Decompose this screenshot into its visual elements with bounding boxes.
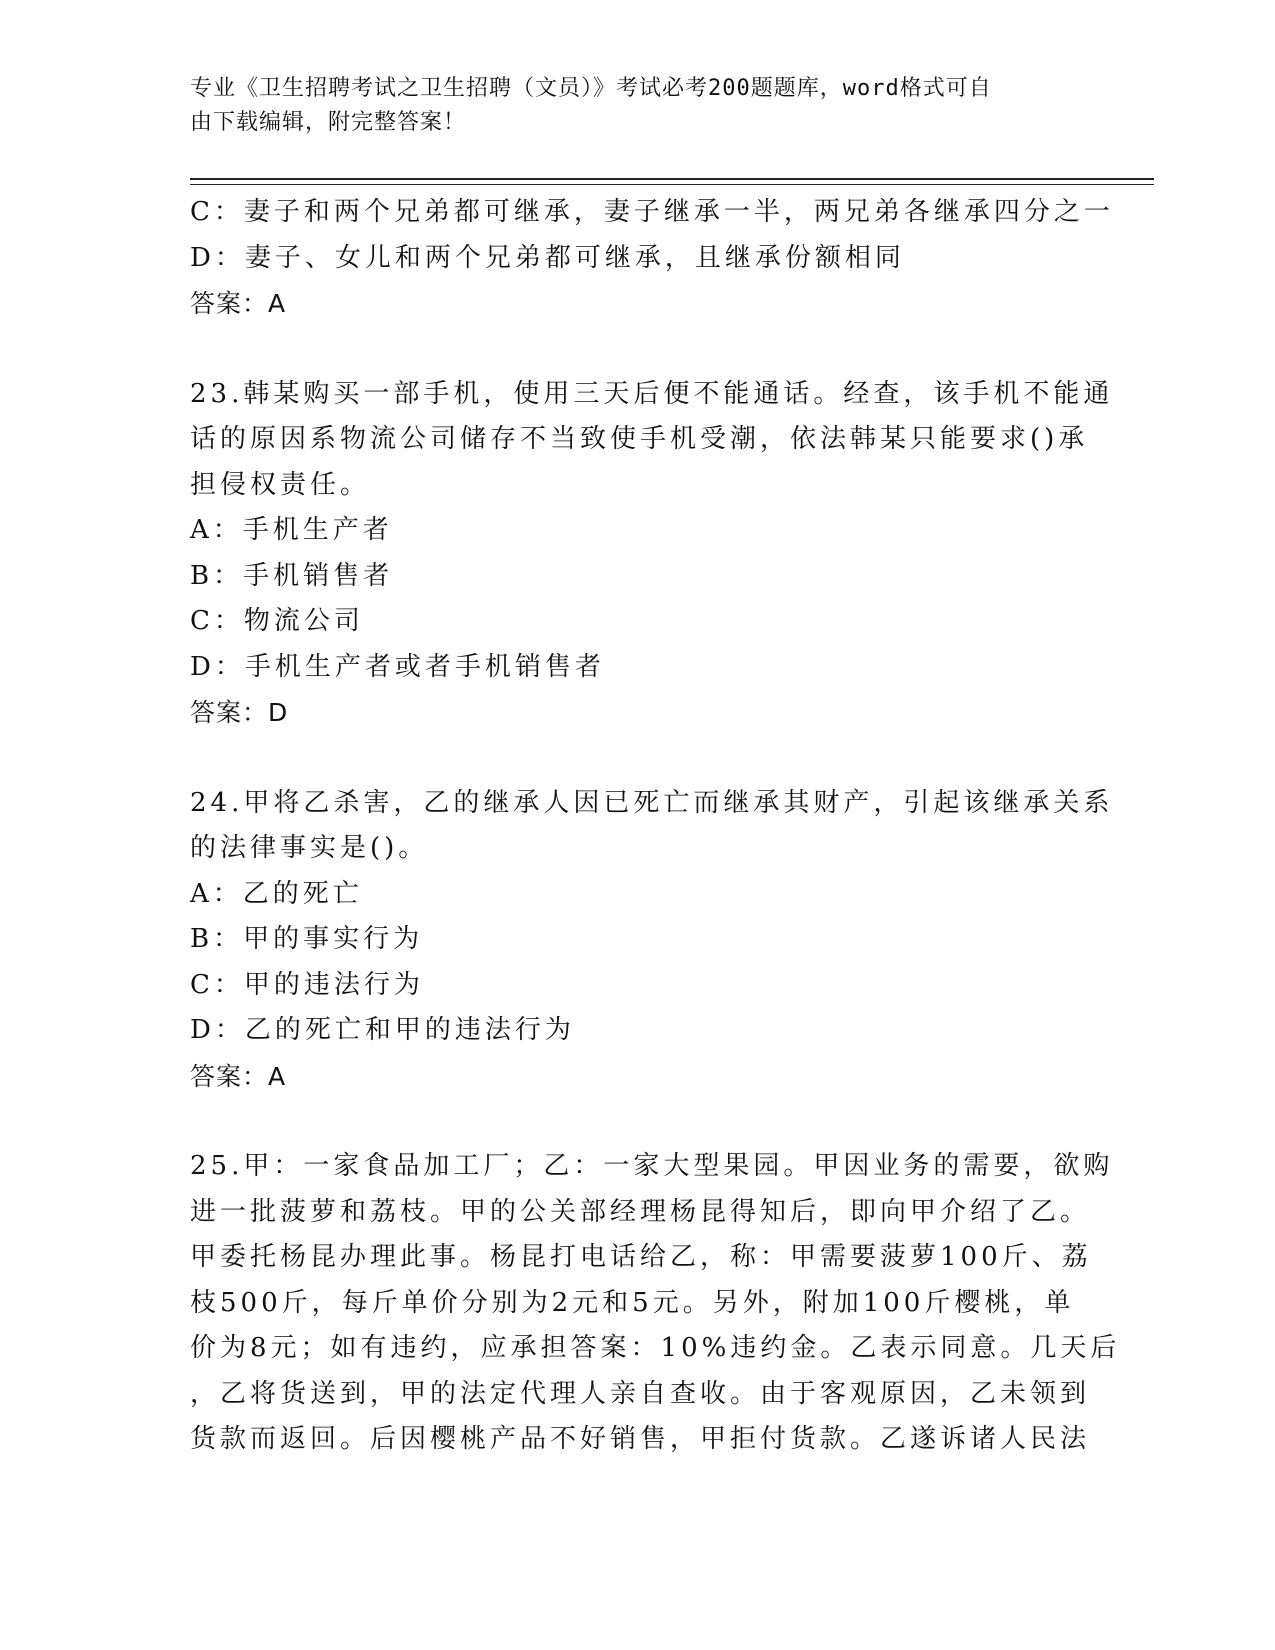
header-divider-thin [190, 184, 1154, 185]
question-24-answer: 答案：A [190, 1061, 287, 1091]
question-24-option-d: D：乙的死亡和甲的违法行为 [190, 1015, 575, 1045]
question-25-block [190, 1144, 1121, 1463]
question-24-option-a: A：乙的死亡 [190, 878, 363, 909]
question-24-option-c: C：甲的违法行为 [190, 969, 424, 1000]
question-23-stem-line-1: 23.韩某购买一部手机，使用三天后便不能通话。经查，该手机不能通 [190, 378, 1114, 409]
question-25-stem-line-2: 进一批菠萝和荔枝。甲的公关部经理杨昆得知后，即向甲介绍了乙。 [190, 1196, 1091, 1227]
question-23-option-b: B：手机销售者 [190, 560, 394, 591]
question-23-stem-line-2: 话的原因系物流公司储存不当致使手机受潮，依法韩某只能要求()承 [190, 424, 1089, 454]
header-divider-thick [190, 178, 1154, 180]
question-23-block [190, 372, 1114, 736]
question-gap [190, 736, 1110, 781]
question-gap [190, 1099, 1110, 1144]
header-title-line-1: 专业《卫生招聘考试之卫生招聘（文员）》考试必考200题题库，word格式可自 [190, 76, 992, 101]
prev-question-block [190, 190, 1114, 327]
question-25-stem-line-1: 25.甲：一家食品加工厂；乙：一家大型果园。甲因业务的需要，欲购 [190, 1151, 1114, 1181]
question-25-stem-line-3: 甲委托杨昆办理此事。杨昆打电话给乙，称：甲需要菠萝100斤、荔 [190, 1242, 1092, 1272]
question-25-stem-line-4: 枝500斤，每斤单价分别为2元和5元。另外，附加100斤樱桃，单 [190, 1287, 1075, 1318]
question-23-option-d: D：手机生产者或者手机销售者 [190, 651, 605, 682]
question-25-stem-line-6: ，乙将货送到，甲的法定代理人亲自查收。由于客观原因，乙未领到 [190, 1378, 1091, 1409]
question-23-option-a: A：手机生产者 [190, 515, 393, 545]
document-header [190, 72, 1070, 140]
question-23-answer: 答案：D [190, 698, 289, 727]
question-23-option-c: C：物流公司 [190, 606, 364, 636]
question-25-stem-line-7: 货款而返回。后因樱桃产品不好销售，甲拒付货款。乙遂诉诸人民法 [190, 1424, 1091, 1454]
header-title-line-2: 由下载编辑，附完整答案！ [190, 110, 467, 135]
question-24-stem-line-1: 24.甲将乙杀害，乙的继承人因已死亡而继承其财产，引起该继承关系 [190, 787, 1114, 818]
option-d: D：妻子、女儿和两个兄弟都可继承，且继承份额相同 [190, 242, 905, 273]
question-content [190, 190, 1121, 1463]
question-23-stem-line-3: 担侵权责任。 [190, 469, 371, 500]
option-c: C：妻子和两个兄弟都可继承，妻子继承一半，两兄弟各继承四分之一 [190, 197, 1114, 227]
question-gap [190, 327, 1110, 372]
answer-line: 答案：A [190, 289, 287, 318]
question-24-block [190, 781, 1114, 1100]
question-24-stem-line-2: 的法律事实是()。 [190, 833, 429, 863]
question-25-stem-line-5: 价为8元；如有违约，应承担答案：10%违约金。乙表示同意。几天后 [190, 1333, 1121, 1363]
question-24-option-b: B：甲的事实行为 [190, 924, 424, 954]
